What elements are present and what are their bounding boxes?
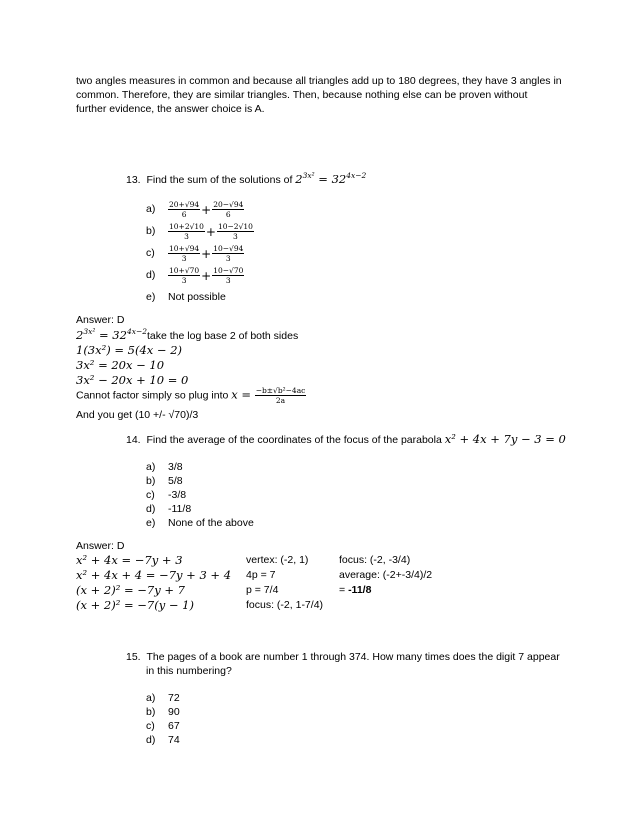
q14-work-math-4: (x + 2)² = −7(y − 1)	[76, 598, 194, 612]
q14-equation: x² + 4x + 7y − 3 = 0	[444, 432, 566, 446]
q14-work-mid-3: p = 7/4	[246, 584, 279, 596]
q13-step-4: 3x² − 20x + 10 = 0	[76, 373, 189, 387]
q15-choice-d: d) 74	[146, 734, 180, 746]
q13-choice-b: b) $\frac{10+2√10}{3}$ + $\frac{10-2√10}{3}$	[146, 222, 253, 241]
q14-choice-a: a) 3/8	[146, 461, 183, 473]
q14-work-math-3: (x + 2)² = −7y + 7	[76, 583, 185, 597]
q14-work-mid-2: 4p = 7	[246, 569, 276, 581]
q14-choice-e: e) None of the above	[146, 517, 254, 529]
q13-number: 13.	[126, 174, 141, 186]
q13-choice-c: c) $\frac{10+√94}{3}$ + $\frac{10-√94}{3}$	[146, 244, 244, 263]
intro-line-3: further evidence, the answer choice is A.	[76, 103, 265, 115]
q13-step-2: 1(3x²) = 5(4x − 2)	[76, 343, 183, 357]
q15-choice-c: c) 67	[146, 720, 180, 732]
q13-step-1: $2^{3x^2}$ = $32^{4x-2}take$ the log base 2 of both sides	[76, 327, 299, 342]
q13-equation: $2^{3x^2} = 32^{4x-2}$	[295, 171, 367, 186]
q14-choice-d: d) -11/8	[146, 503, 192, 515]
q14-work-right-3: = -11/8	[339, 584, 372, 596]
q13-choice-e: e) Not possible	[146, 291, 226, 303]
q14-number: 14.	[126, 434, 141, 446]
q14-final-answer: -11/8	[348, 584, 372, 596]
q14-choice-c: c) -3/8	[146, 489, 187, 501]
q14-work-mid-1: vertex: (-2, 1)	[246, 554, 309, 566]
q14-prompt: 14. Find the average of the coordinates of the focus of the parabola x² + 4x + 7y − 3 = 0	[126, 432, 566, 446]
q14-work-mid-4: focus: (-2, 1-7/4)	[246, 599, 324, 611]
q13-step-5: Cannot factor simply so plug into x = $\frac{\text{−b±√b²−4ac}}{2a}$	[76, 386, 306, 405]
intro-line-1: two angles measures in common and because all triangles add up to 180 degrees, they have 3 angles in	[76, 75, 562, 87]
q15-prompt-line-1: 15. The pages of a book are number 1 through 374. How many times does the digit 7 appear	[126, 651, 560, 663]
q14-work-math-2: x² + 4x + 4 = −7y + 3 + 4	[76, 568, 232, 582]
q13-answer: Answer: D	[76, 314, 125, 326]
q15-choice-a: a) 72	[146, 692, 180, 704]
q14-answer: Answer: D	[76, 540, 125, 552]
intro-line-2: common. Therefore, they are similar triangles. Then, because nothing else can be proven without	[76, 89, 528, 101]
q15-choice-b: b) 90	[146, 706, 180, 718]
q14-work-math-1: x² + 4x = −7y + 3	[76, 553, 183, 567]
q14-work-right-1: focus: (-2, -3/4)	[339, 554, 411, 566]
q13-step-3: 3x² = 20x − 10	[76, 358, 165, 372]
q15-number: 15.	[126, 651, 141, 663]
q13-step-6: And you get (10 +/- √70)/3	[76, 409, 199, 421]
q15-prompt-line-2: in this numbering?	[146, 665, 232, 677]
q13-prompt	[126, 172, 366, 187]
q13-prompt-text: Find the sum of the solutions of	[146, 174, 296, 186]
q14-work-right-2: average: (-2+-3/4)/2	[339, 569, 433, 581]
q13-choice-d: d) $\frac{10+√70}{3}$ + $\frac{10-√70}{3}$	[146, 266, 244, 285]
q13-choice-a: a) $\frac{20+√94}{6}$ + $\frac{20-√94}{6}$	[146, 200, 244, 219]
q14-choice-b: b) 5/8	[146, 475, 183, 487]
